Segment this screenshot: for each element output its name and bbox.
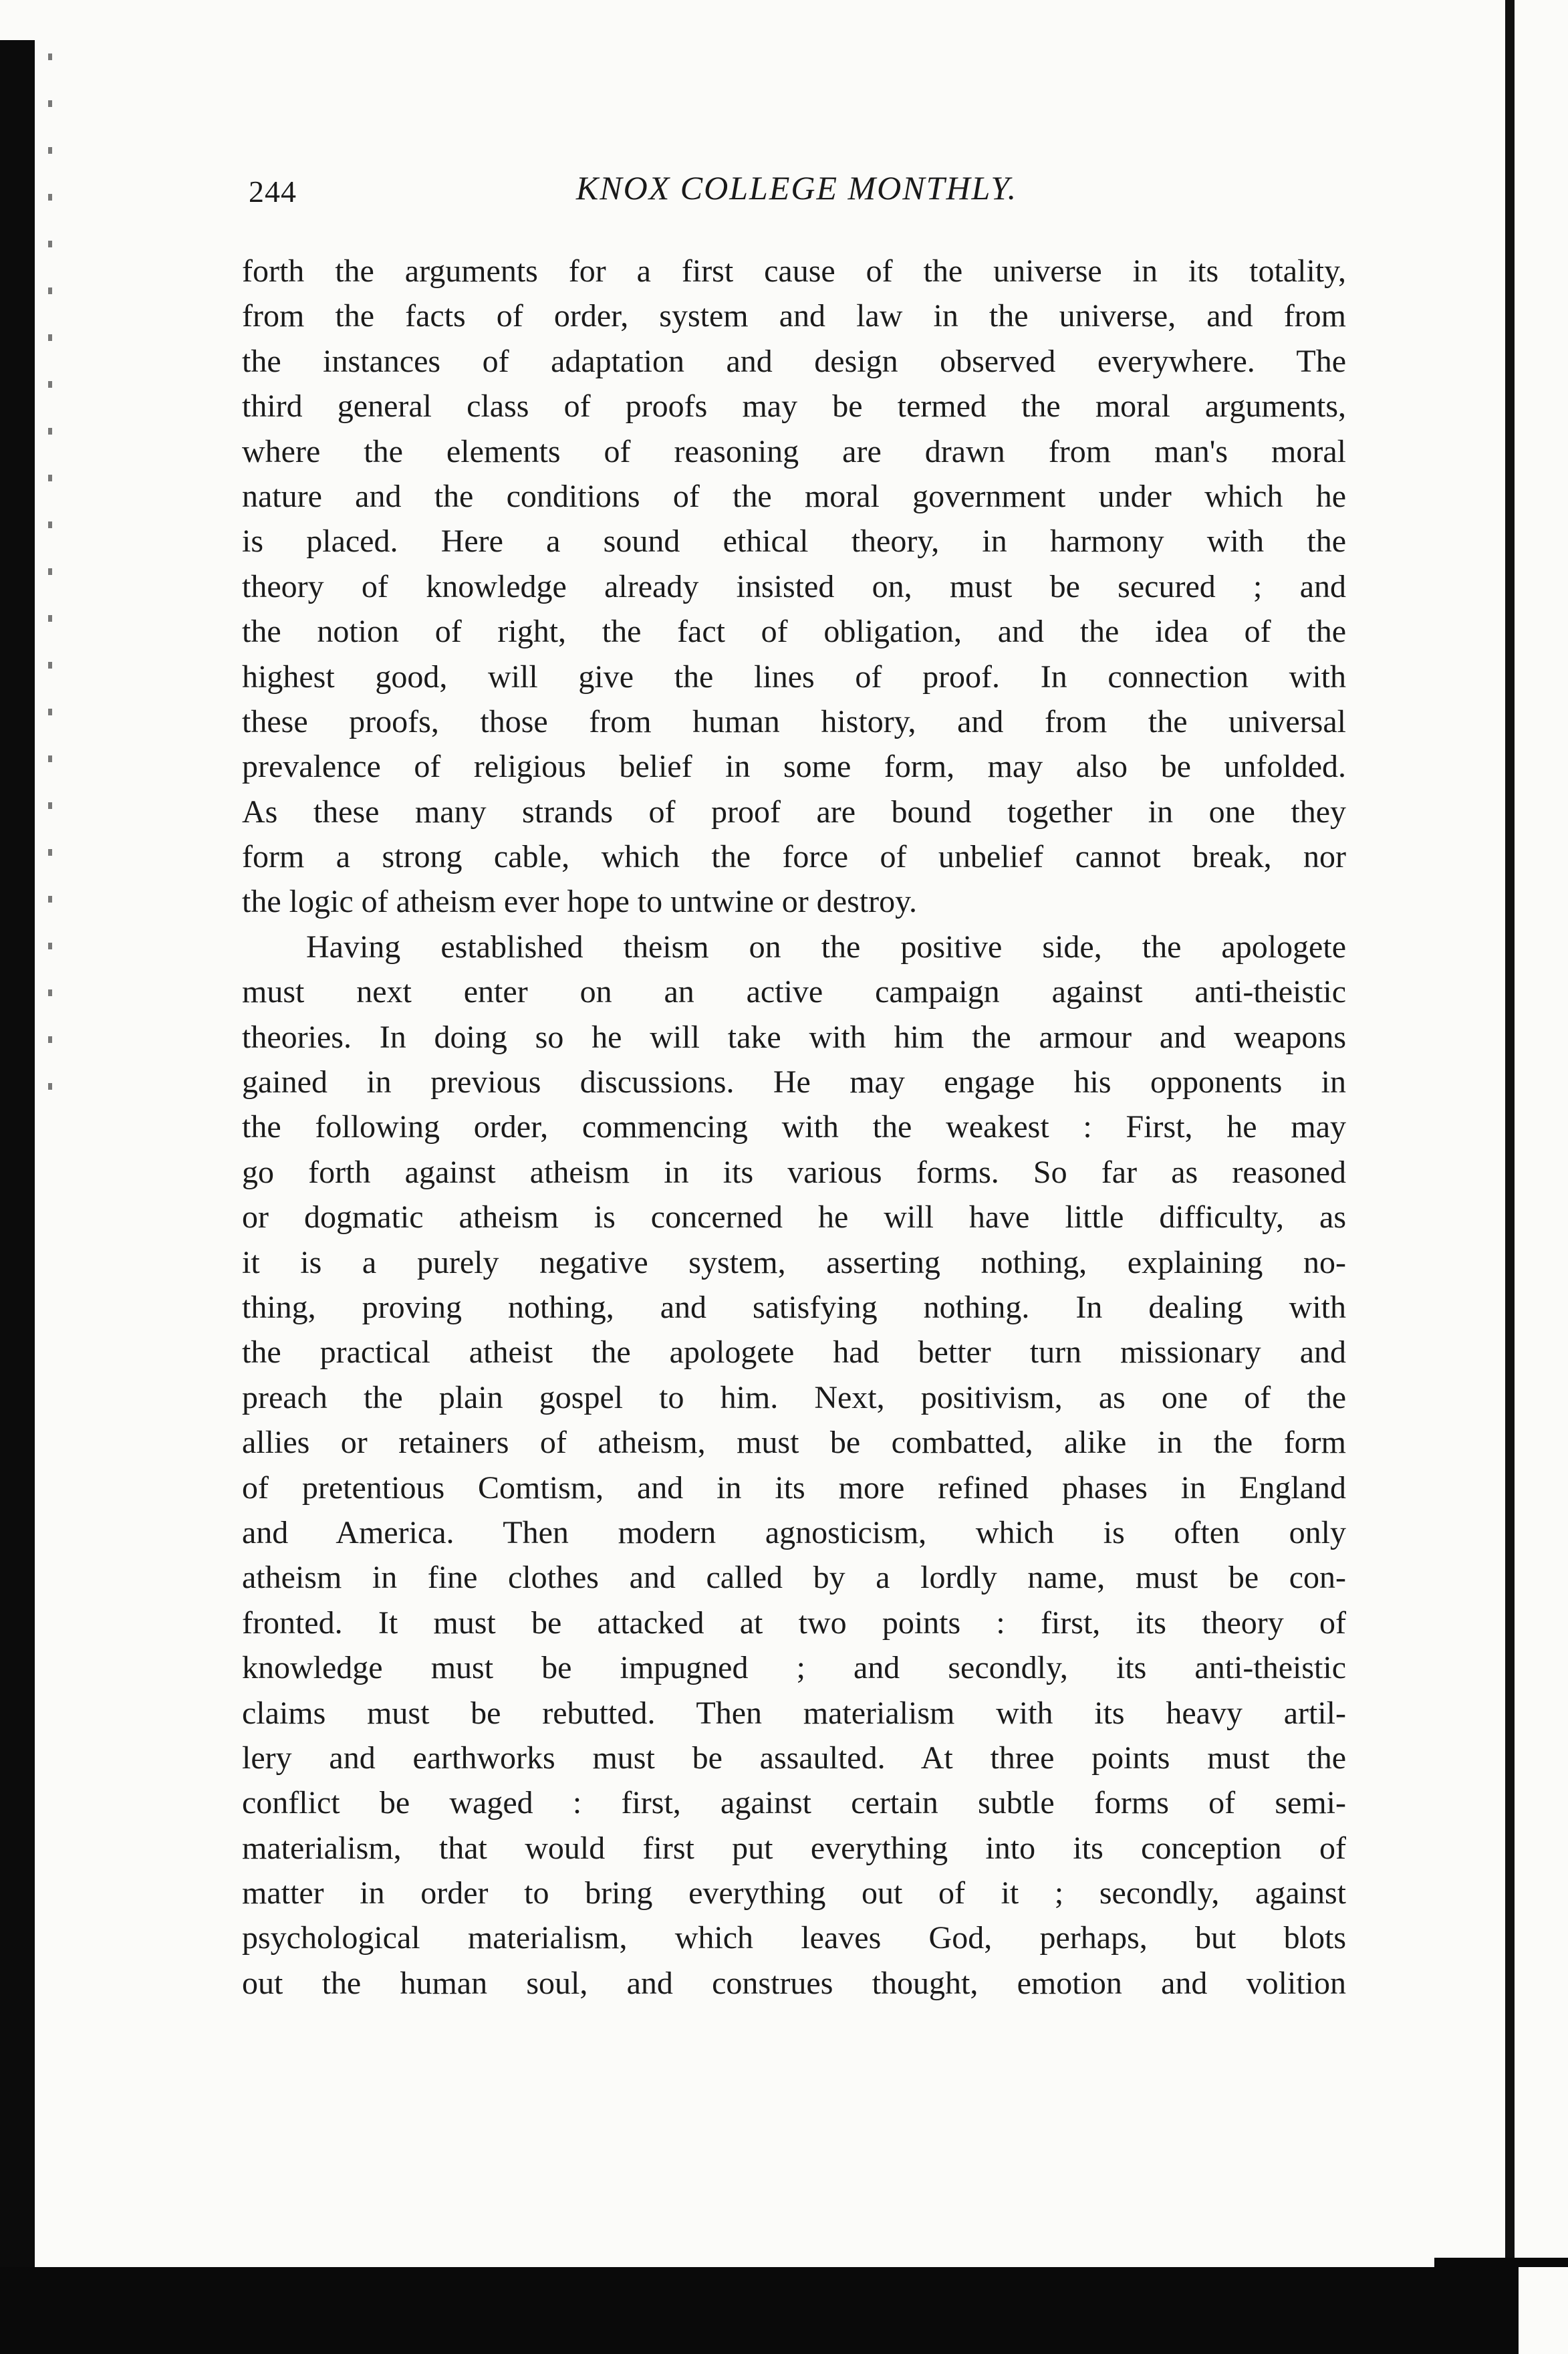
- text-line: prevalence of religious belief in some form, may also be unfolded.: [242, 749, 1346, 785]
- text-line: from the facts of order, system and law in the universe, and from: [242, 298, 1346, 334]
- scan-edge-right: [1505, 0, 1515, 2293]
- paragraph: [242, 249, 1346, 925]
- text-line: the logic of atheism ever hope to untwine or destroy.: [242, 884, 917, 920]
- page-number: 244: [249, 174, 297, 209]
- text-line: or dogmatic atheism is concerned he will have little difficulty, as: [242, 1199, 1346, 1235]
- text-line: materialism, that would first put everything into its conception of: [242, 1830, 1346, 1866]
- text-line: the following order, commencing with the weakest : First, he may: [242, 1109, 1346, 1145]
- text-line: thing, proving nothing, and satisfying nothing. In dealing with: [242, 1289, 1346, 1325]
- text-line: the notion of right, the fact of obligation, and the idea of the: [242, 614, 1346, 650]
- paragraph: [242, 925, 1346, 2006]
- scan-edge-bottom: [0, 2267, 1519, 2354]
- text-line: Having established theism on the positive side, the apologete: [306, 929, 1346, 965]
- text-line: it is a purely negative system, asserting nothing, explaining no-: [242, 1244, 1346, 1280]
- text-line: out the human soul, and construes thought, emotion and volition: [242, 1965, 1346, 2001]
- text-line: gained in previous discussions. He may engage his opponents in: [242, 1064, 1346, 1100]
- text-line: preach the plain gospel to him. Next, positivism, as one of the: [242, 1379, 1346, 1415]
- text-line: lery and earthworks must be assaulted. At three points must the: [242, 1740, 1346, 1776]
- body-text: [242, 249, 1346, 2006]
- text-line: where the elements of reasoning are drawn from man's moral: [242, 433, 1346, 469]
- scan-edge-left: [0, 40, 35, 2354]
- text-line: matter in order to bring everything out of it ; secondly, against: [242, 1875, 1346, 1911]
- text-line: theories. In doing so he will take with him the armour and weapons: [242, 1019, 1346, 1055]
- text-line: highest good, will give the lines of proof. In connection with: [242, 659, 1346, 695]
- scan-edge-bottom-tail: [1434, 2258, 1568, 2267]
- text-line: of pretentious Comtism, and in its more refined phases in England: [242, 1469, 1346, 1506]
- running-header: [249, 168, 1345, 222]
- text-line: the instances of adaptation and design observed everywhere. The: [242, 343, 1346, 379]
- text-line: go forth against atheism in its various forms. So far as reasoned: [242, 1154, 1346, 1190]
- text-line: theory of knowledge already insisted on, must be secured ; and: [242, 568, 1346, 604]
- text-line: these proofs, those from human history, and from the universal: [242, 703, 1346, 739]
- text-line: and America. Then modern agnosticism, which is often only: [242, 1514, 1346, 1550]
- text-line: must next enter on an active campaign against anti-theistic: [242, 974, 1346, 1010]
- text-line: the practical atheist the apologete had better turn missionary and: [242, 1334, 1346, 1371]
- text-line: psychological materialism, which leaves God, perhaps, but blots: [242, 1920, 1346, 1956]
- scan-edge-marks: [48, 53, 52, 1123]
- text-line: atheism in fine clothes and called by a lordly name, must be con-: [242, 1560, 1346, 1596]
- text-line: allies or retainers of atheism, must be combatted, alike in the form: [242, 1425, 1346, 1461]
- text-line: fronted. It must be attacked at two points : first, its theory of: [242, 1605, 1346, 1641]
- text-line: nature and the conditions of the moral government under which he: [242, 478, 1346, 514]
- text-line: is placed. Here a sound ethical theory, in harmony with the: [242, 523, 1346, 560]
- text-line: third general class of proofs may be termed the moral arguments,: [242, 388, 1346, 425]
- text-line: knowledge must be impugned ; and secondly, its anti-theistic: [242, 1650, 1346, 1686]
- text-line: claims must be rebutted. Then materialism with its heavy artil-: [242, 1695, 1346, 1731]
- text-line: As these many strands of proof are bound together in one they: [242, 794, 1346, 830]
- text-line: form a strong cable, which the force of unbelief cannot break, nor: [242, 839, 1346, 875]
- text-line: conflict be waged : first, against certain subtle forms of semi-: [242, 1785, 1346, 1821]
- text-line: forth the arguments for a first cause of the universe in its totality,: [242, 253, 1346, 289]
- running-title: KNOX COLLEGE MONTHLY.: [575, 169, 1018, 207]
